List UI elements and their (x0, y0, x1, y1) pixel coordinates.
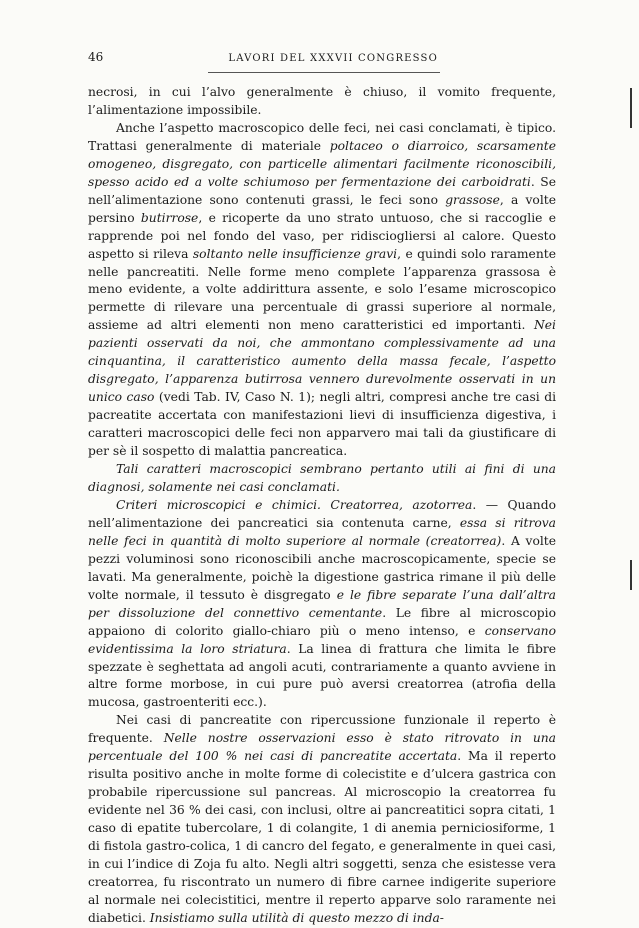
italic-run: e le fibre separate l’una dall’altra per dissoluzione del connettivo cementante (88, 587, 556, 620)
text-run: , e quindi solo raramente nelle pancreatiti. Nelle forme meno complete l’apparenza grassosa è meno evidente, a volte addirittura assente, e solo l’esame microscopico permette di rilevare una percentuale di grassi superiore al normale, assieme ad altri elementi non meno caratteristici ed importanti. (88, 246, 556, 333)
italic-run: conservano evidentissima la loro striatura (88, 623, 556, 656)
text-run: . Se nell’alimentazione sono contenuti grassi, le feci sono (88, 174, 556, 207)
italic-run: grassose (445, 192, 500, 207)
text-run: . — Quando nell’alimentazione dei pancreatici sia contenuta carne, (88, 497, 556, 530)
text-run: Nei casi di pancreatite con ripercussione funzionale il reperto è frequente. (88, 713, 556, 746)
paragraph (88, 84, 556, 120)
italic-run: Nelle nostre osservazioni esso è stato ritrovato in una percentuale del 100 % nei casi di pancreatite accertata (88, 731, 557, 764)
scan-edge-mark (630, 560, 632, 590)
text-run: , e ricoperte da uno strato untuoso, che si raccoglie e rapprende poi nel fondo del vaso, per ridisciogliersi al calore. Questo aspetto si rileva (88, 210, 556, 261)
scan-edge-mark (630, 88, 632, 128)
text-run: necrosi, in cui l’alvo generalmente è chiuso, il vomito frequente, l’alimentazione impossibile. (88, 85, 556, 117)
paragraph (88, 461, 556, 497)
paragraph (88, 497, 556, 712)
text-run: . A volte pezzi voluminosi sono riconoscibili anche macroscopicamente, specie se lavati. Ma generalmente, poichè la digestione gastrica rimane il più delle volte normale, il tessuto è disgregato (88, 533, 557, 602)
italic-run: Tali caratteri macroscopici sembrano pertanto utili ai fini di una diagnosi, solamente nei casi conclamati. (88, 462, 556, 494)
running-title: LAVORI DEL XXXVII CONGRESSO (228, 53, 438, 64)
italic-run: essa si ritrova nelle feci in quantità di molto superiore al normale (creatorrea) (88, 515, 557, 548)
text-run: . Le fibre al microscopio appaiono di colorito giallo-chiaro più o meno intenso, e (88, 605, 556, 638)
italic-run: Nei pazienti osservati da noi, che ammontano complessivamente ad una cinquantina, il caratteristico aumento della massa fecale, l’aspetto disgregato, l’apparenza butirrosa vennero durevolmente osservati in un unico caso (88, 318, 556, 405)
text-run: . La linea di frattura che limita le fibre spezzate è seghettata ad angoli acuti, contrariamente a quanto avviene in altre forme morbose, in cui pure può aversi creatorrea (atrofia della mucosa, gastroenteriti ecc.). (88, 641, 556, 710)
body-text (88, 84, 556, 928)
italic-run: soltanto nelle insufficienze gravi (192, 246, 398, 261)
italic-run: Insistiamo sulla utilità di questo mezzo di inda- (149, 910, 444, 925)
paragraph (88, 712, 556, 927)
text-run: . Ma il reperto risulta positivo anche in molte forme di colecistite e d’ulcera gastrica con probabile ripercussione sul pancreas. Al microscopio la creatorrea fu evidente nel 36 % dei casi, con inclusi, oltre ai pancreatitici sopra citati, 1 caso di epatite tubercolare, 1 di colangite, 1 di anemia perniciosiforme, 1 di fistola gastro-colica, 1 di cancro del fegato, e generalmente in quei casi, in cui l’indice di Zoja fu alto. Negli altri soggetti, senza che esistesse vera creatorrea, fu riscontrato un numero di fibre carnee indigerite superiore al normale nei colecistitici, mentre il reperto apparve solo raramente nei diabetici. (88, 749, 556, 925)
paragraph (88, 120, 556, 461)
italic-run: Criteri microscopici e chimici. Creatorrea, azotorrea (116, 497, 473, 512)
italic-run: butirrose (140, 210, 199, 225)
text-run: , a volte persino (88, 192, 556, 225)
italic-run: poltaceo o diarroico, scarsamente omogeneo, disgregato, con particelle alimentari facilmente riconoscibili, spesso acido ed a volte schiumoso per fermentazione dei carboidrati (88, 138, 557, 189)
text-run: (vedi Tab. IV, Caso N. 1); negli altri, compresi anche tre casi di pacreatite accertata con manifestazioni lievi di insufficienza digestiva, i caratteri macroscopici delle feci non apparvero mai tali da giustificare di per sè il sospetto di malattia pancreatica. (88, 390, 556, 459)
header-rule (208, 72, 440, 73)
page-number: 46 (88, 50, 104, 64)
text-run: Anche l’aspetto macroscopico delle feci, nei casi conclamati, è tipico. Trattasi generalmente di materiale (88, 120, 556, 153)
page-header (88, 50, 556, 64)
